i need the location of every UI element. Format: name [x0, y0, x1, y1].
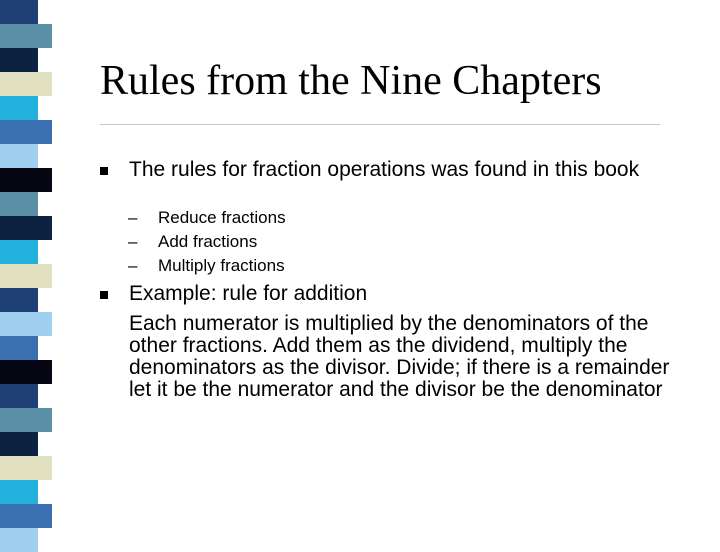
strip-block	[0, 288, 38, 312]
subitem-label: Multiply fractions	[158, 256, 285, 275]
bullet-2-text: Example: rule for addition	[129, 282, 368, 305]
strip-block	[0, 264, 52, 288]
sub-marker: –	[128, 256, 138, 275]
bullet-2-continuation: Each numerator is multiplied by the denominators of the other fractions. Add them as the dividend, multiply the denominators as the divisor. Divide; if there is a remainder let it be the numerator and the divisor be the denominator	[129, 312, 670, 401]
strip-block	[0, 48, 38, 72]
subitem-multiply	[128, 256, 285, 276]
strip-block	[0, 240, 38, 264]
strip-block	[0, 480, 38, 504]
strip-block	[0, 192, 38, 216]
subitem-add	[128, 232, 257, 252]
strip-block	[0, 120, 52, 144]
strip-block	[0, 312, 52, 336]
bullet-1-text: The rules for fraction operations was found in this book	[129, 158, 640, 181]
strip-block	[0, 456, 52, 480]
bullet-marker-2	[100, 291, 108, 299]
slide-title: Rules from the Nine Chapters	[100, 58, 602, 104]
title-divider	[100, 124, 660, 125]
subitem-reduce	[128, 208, 286, 228]
strip-block	[0, 528, 38, 552]
decorative-side-strip	[0, 0, 76, 540]
strip-block	[0, 360, 52, 384]
subitem-label: Reduce fractions	[158, 208, 286, 227]
strip-block	[0, 432, 38, 456]
strip-block	[0, 504, 52, 528]
sub-marker: –	[128, 232, 138, 251]
bullet-marker-1	[100, 167, 108, 175]
strip-block	[0, 24, 52, 48]
sub-marker: –	[128, 208, 138, 227]
strip-block	[0, 0, 38, 24]
strip-block	[0, 144, 38, 168]
strip-block	[0, 216, 52, 240]
strip-block	[0, 336, 38, 360]
subitem-label: Add fractions	[158, 232, 258, 251]
strip-block	[0, 168, 52, 192]
strip-block	[0, 408, 52, 432]
strip-block	[0, 72, 52, 96]
strip-block	[0, 384, 38, 408]
strip-block	[0, 96, 38, 120]
